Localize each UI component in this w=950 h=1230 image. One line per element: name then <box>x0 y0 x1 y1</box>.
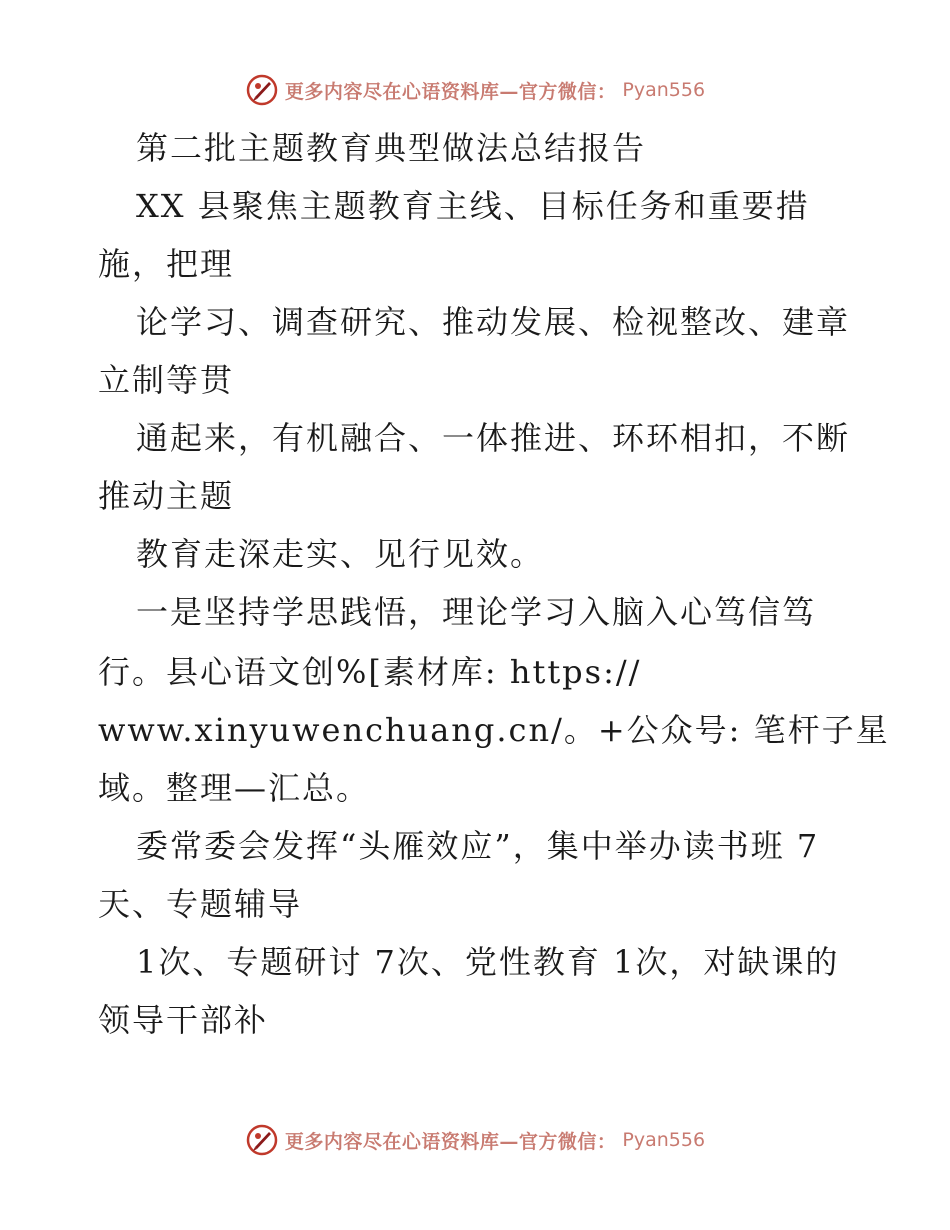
paragraph-line: 一是坚持学思践悟，理论学习入脑入心笃信笃 <box>136 593 817 631</box>
paragraph-line: 天、专题辅导 <box>98 885 303 923</box>
paragraph-line: XX 县聚焦主题教育主线、目标任务和重要措 <box>136 187 810 225</box>
paragraph-line: 通起来，有机融合、一体推进、环环相扣，不断 <box>136 419 851 457</box>
header-banner <box>0 68 950 112</box>
document-title: 第二批主题教育典型做法总结报告 <box>136 129 647 167</box>
quill-pen-logo-icon <box>245 1123 279 1157</box>
paragraph-line: www.xinyuwenchuang.cn/。+公众号: 笔杆子星 <box>98 711 890 749</box>
paragraph-line: 论学习、调查研究、推动发展、检视整改、建章 <box>136 303 851 341</box>
paragraph-line: 委常委会发挥“头雁效应”，集中举办读书班 7 <box>136 827 820 865</box>
paragraph-line: 行。县心语文创%[素材库: https:// <box>98 653 642 691</box>
footer-banner <box>0 1118 950 1162</box>
banner-wechat-id: Pyan556 <box>622 79 706 101</box>
paragraph-line: 领导干部补 <box>98 1001 269 1039</box>
quill-pen-logo-icon <box>245 73 279 107</box>
banner-wechat-id: Pyan556 <box>622 1129 706 1151</box>
paragraph-line: 立制等贯 <box>98 361 235 399</box>
paragraph-line: 域。整理—汇总。 <box>98 769 371 807</box>
paragraph-line: 推动主题 <box>98 477 235 515</box>
paragraph-line: 施，把理 <box>98 245 235 283</box>
paragraph-line: 教育走深走实、见行见效。 <box>136 535 545 573</box>
banner-text: 更多内容尽在心语资料库—官方微信： <box>284 80 617 103</box>
banner-text: 更多内容尽在心语资料库—官方微信： <box>284 1130 617 1153</box>
paragraph-line: 1次、专题研讨 7次、党性教育 1次，对缺课的 <box>136 943 840 981</box>
